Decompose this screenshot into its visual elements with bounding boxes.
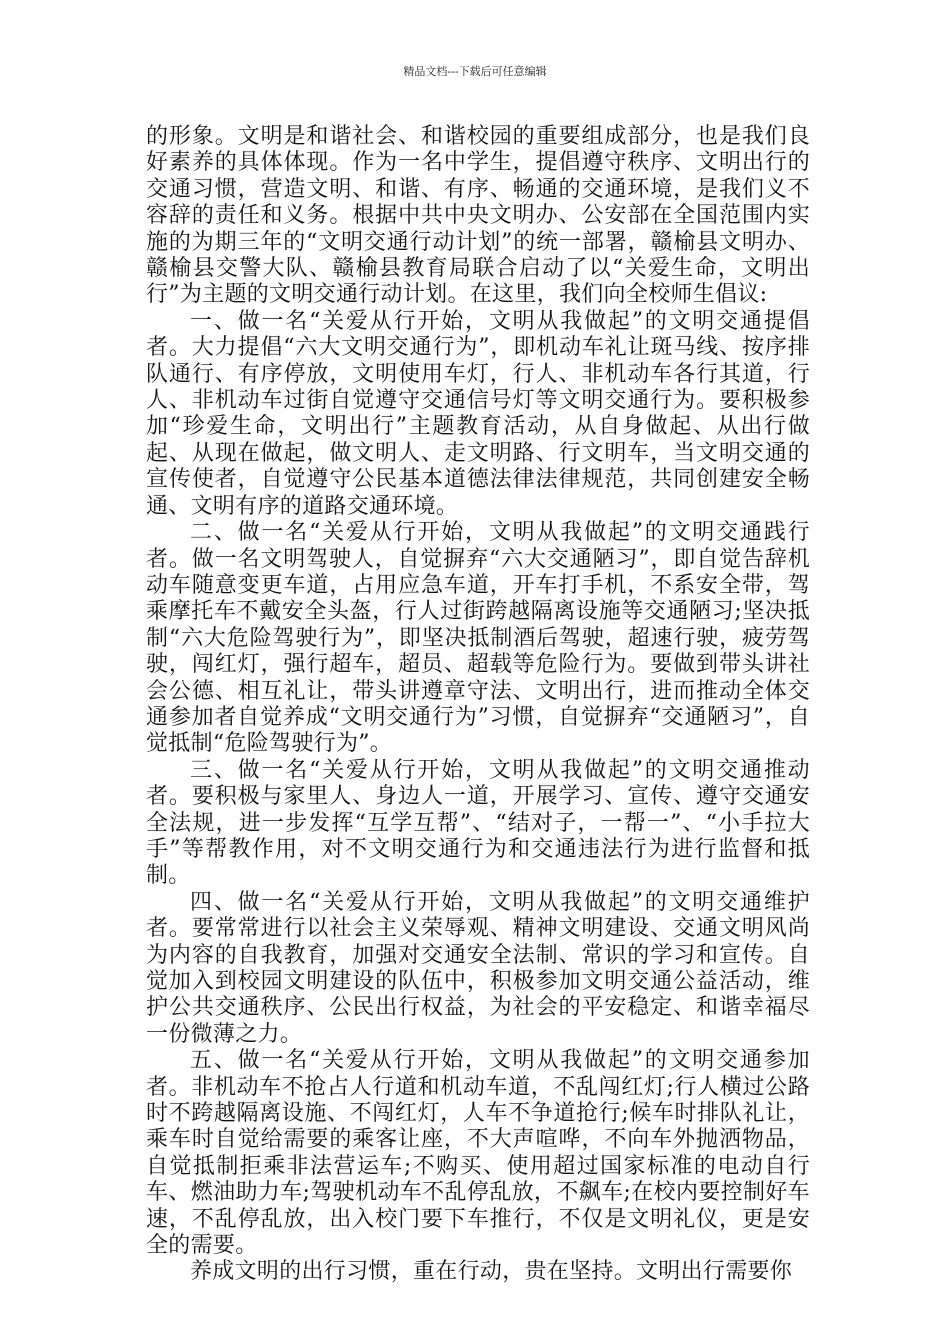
page-header: 精品文档---下载后可任意编辑 bbox=[403, 65, 547, 78]
paragraph-intro: 的形象。文明是和谐社会、和谐校园的重要组成部分，也是我们良好素养的具体体现。作为一名中学生，提倡遵守秩序、文明出行的交通习惯，营造文明、和谐、有序、畅通的交通环境，是我们义不容辞的责任和义务。根据中共中央文明办、公安部在全国范围内实施的为期三年的“文明交通行动计划”的统一部署，赣榆县文明办、赣榆县交警大队、赣榆县教育局联合启动了以“关爱生命，文明出行”为主题的文明交通行动计划。在这里，我们向全校师生倡议: bbox=[146, 124, 810, 308]
paragraph-item-1: 一、做一名“关爱从行开始，文明从我做起”的文明交通提倡者。大力提倡“六大文明交通行为”，即机动车礼让斑马线、按序排队通行、有序停放，文明使用车灯，行人、非机动车各行其道，行人、非机动车过街自觉遵守交通信号灯等文明交通行为。要积极参加“珍爱生命，文明出行”主题教育活动，从自身做起、从出行做起、从现在做起，做文明人、走文明路、行文明车，当文明交通的宣传使者，自觉遵守公民基本道德法律法律规范，共同创建安全畅通、文明有序的道路交通环境。 bbox=[146, 308, 810, 519]
paragraph-item-3: 三、做一名“关爱从行开始，文明从我做起”的文明交通推动者。要积极与家里人、身边人一道，开展学习、宣传、遵守交通安全法规，进一步发挥“互学互帮”、“结对子，一帮一”、“小手拉大手”等帮教作用，对不文明交通行为和交通违法行为进行监督和抵制。 bbox=[146, 757, 810, 889]
paragraph-item-4: 四、做一名“关爱从行开始，文明从我做起”的文明交通维护者。要常常进行以社会主义荣辱观、精神文明建设、交通文明风尚为内容的自我教育，加强对交通安全法制、常识的学习和宣传。自觉加入到校园文明建设的队伍中，积极参加文明交通公益活动，维护公共交通秩序、公民出行权益，为社会的平安稳定、和谐幸福尽一份微薄之力。 bbox=[146, 889, 810, 1047]
document-body bbox=[146, 124, 810, 1286]
paragraph-item-2: 二、做一名“关爱从行开始，文明从我做起”的文明交通践行者。做一名文明驾驶人，自觉摒弃“六大交通陋习”，即自觉告辞机动车随意变更车道，占用应急车道，开车打手机，不系安全带，驾乘摩托车不戴安全头盔，行人过街跨越隔离设施等交通陋习;坚决抵制“六大危险驾驶行为”，即坚决抵制酒后驾驶，超速行驶，疲劳驾驶，闯红灯，强行超车，超员、超载等危险行为。要做到带头讲社会公德、相互礼让，带头讲遵章守法、文明出行，进而推动全体交通参加者自觉养成“文明交通行为”习惯，自觉摒弃“交通陋习”，自觉抵制“危险驾驶行为”。 bbox=[146, 520, 810, 757]
paragraph-item-5: 五、做一名“关爱从行开始，文明从我做起”的文明交通参加者。非机动车不抢占人行道和机动车道，不乱闯红灯;行人横过公路时不跨越隔离设施、不闯红灯，人车不争道抢行;候车时排队礼让，乘车时自觉给需要的乘客让座，不大声喧哗，不向车外抛洒物品，自觉抵制拒乘非法营运车;不购买、使用超过国家标准的电动自行车、燃油助力车;驾驶机动车不乱停乱放，不飙车;在校内要控制好车速，不乱停乱放，出入校门要下车推行，不仅是文明礼仪，更是安全的需要。 bbox=[146, 1048, 810, 1259]
paragraph-closing: 养成文明的出行习惯，重在行动，贵在坚持。文明出行需要你 bbox=[190, 1259, 793, 1285]
